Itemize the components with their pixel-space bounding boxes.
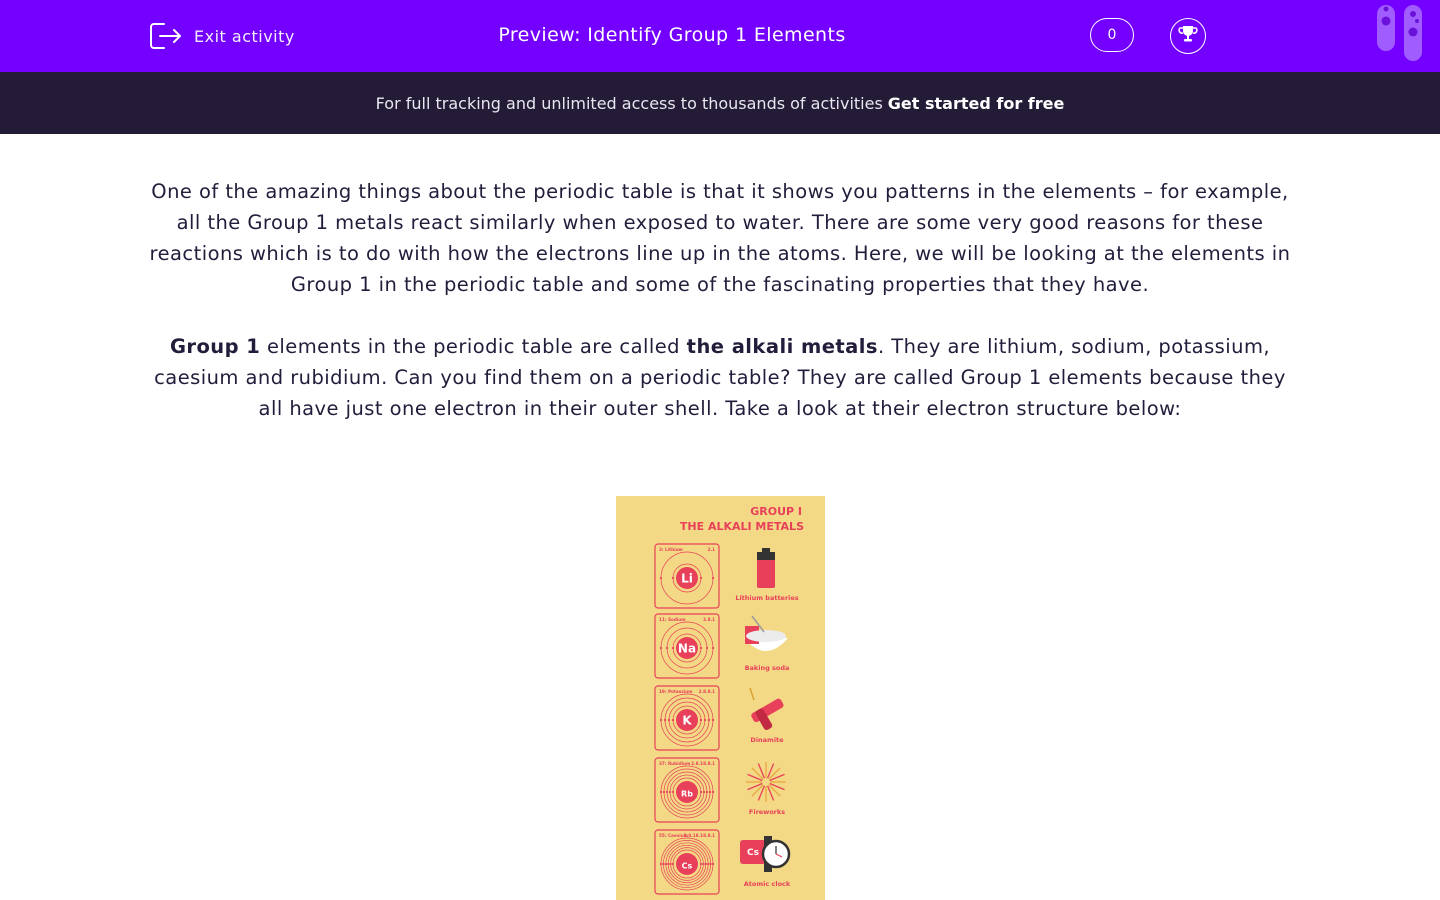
illustration-caption: Atomic clock: [743, 880, 791, 888]
electron: [670, 863, 672, 865]
electron: [660, 863, 662, 865]
electron: [702, 863, 704, 865]
group1-text-rest: . They are lithium, sodium, potassium, caesium and rubidium. Can you find them on a periodic table? They are called Group 1 elements because they all have just one electron in their outer shell. Take a look at their electron structure below:: [154, 335, 1286, 420]
get-started-link[interactable]: Get started for free: [887, 93, 1065, 113]
element-symbol: Rb: [681, 789, 693, 799]
illustration: [757, 548, 775, 588]
electron: [700, 863, 702, 865]
electron: [672, 719, 674, 721]
element-symbol: Cs: [681, 861, 693, 871]
electron: [672, 647, 674, 649]
illustration-caption: Baking soda: [744, 664, 790, 672]
electron: [700, 647, 702, 649]
electron: [667, 863, 669, 865]
electron: [705, 863, 707, 865]
electron: [662, 863, 664, 865]
electron-config: 2.8.8.1: [698, 689, 715, 694]
trophy-button[interactable]: [1170, 18, 1206, 54]
exit-activity-label: Exit activity: [194, 26, 295, 46]
electron: [660, 647, 662, 649]
electron: [665, 863, 667, 865]
electron: [700, 577, 702, 579]
electron: [709, 791, 711, 793]
electron: [712, 791, 714, 793]
electron: [704, 719, 706, 721]
element-symbol: K: [682, 713, 692, 728]
electron: [660, 791, 662, 793]
illustration-caption: Lithium batteries: [735, 594, 799, 602]
electron: [672, 577, 674, 579]
element-label: 3: Lithium: [659, 547, 683, 552]
electron-config: 2.8.18.18.8.1: [683, 833, 715, 838]
electron-config: 2.8.1: [703, 617, 715, 622]
group1-paragraph: [145, 331, 1295, 424]
electron-config: 2.8.18.8.1: [691, 761, 715, 766]
electron: [712, 863, 714, 865]
alkali-metals-term: the alkali metals: [686, 335, 878, 358]
top-bar: [0, 0, 1440, 72]
infographic-title-line1: GROUP I: [750, 505, 802, 518]
electron: [668, 719, 670, 721]
banner-text: For full tracking and unlimited access to thousands of activities: [375, 93, 883, 113]
electron: [660, 577, 662, 579]
electron: [700, 719, 702, 721]
electron: [664, 719, 666, 721]
infographic-title-line2: THE ALKALI METALS: [679, 520, 804, 533]
signup-banner: [0, 72, 1440, 134]
electron: [707, 863, 709, 865]
electron: [666, 791, 668, 793]
element-symbol: Li: [681, 571, 693, 586]
electron: [663, 791, 665, 793]
edplace-logo: [1372, 0, 1432, 66]
electron: [706, 791, 708, 793]
electron: [708, 719, 710, 721]
electron: [669, 791, 671, 793]
electron: [700, 791, 702, 793]
electron: [712, 719, 714, 721]
electron: [706, 647, 708, 649]
trophy-icon: [1178, 24, 1198, 48]
illustration-caption: Fireworks: [748, 808, 786, 816]
electron: [712, 577, 714, 579]
lesson-content: [145, 176, 1295, 424]
electron-config: 2.1: [707, 547, 715, 552]
electron: [672, 863, 674, 865]
score-badge: 0: [1090, 18, 1134, 52]
element-label: 19: Potassium: [659, 689, 693, 694]
page-title: Preview: Identify Group 1 Elements: [498, 24, 846, 46]
electron: [660, 719, 662, 721]
element-symbol: Na: [677, 641, 697, 656]
electron: [710, 863, 712, 865]
electron: [712, 647, 714, 649]
element-label: 11: Sodium: [659, 617, 686, 622]
intro-paragraph: One of the amazing things about the periodic table is that it shows you patterns in the elements – for example, all the Group 1 metals react similarly when exposed to water. There are some very good reasons for these reactions which is to do with how the electrons line up in the atoms. Here, we will be looking at the elements in Group 1 in the periodic table and some of the fascinating properties that they have.: [149, 180, 1291, 296]
group1-term: Group 1: [169, 335, 261, 358]
svg-text:Cs: Cs: [747, 848, 759, 858]
alkali-metals-infographic: [616, 496, 825, 900]
element-label: 37: Rubidium: [659, 761, 691, 766]
illustration-caption: Dinamite: [750, 736, 784, 744]
electron: [703, 791, 705, 793]
group1-text-mid: elements in the periodic table are called: [260, 335, 687, 358]
electron: [672, 791, 674, 793]
electron: [666, 647, 668, 649]
element-label: 55: Caesium: [659, 833, 688, 838]
